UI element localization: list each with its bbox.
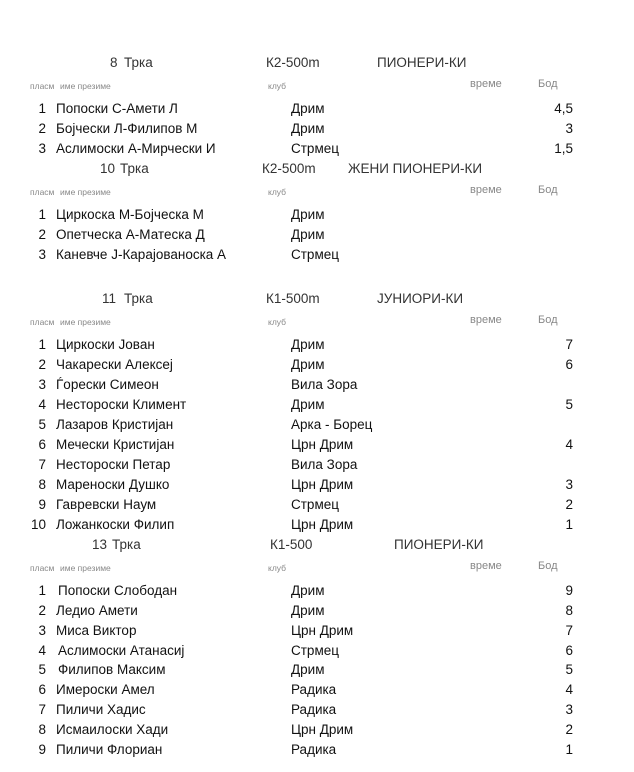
race-label: Трка — [124, 291, 153, 306]
row-club: Дрим — [291, 397, 325, 412]
row-place: 1 — [38, 583, 46, 598]
row-points: 3 — [565, 477, 573, 492]
row-points: 6 — [565, 357, 573, 372]
row-name: Нестороски Климент — [56, 397, 187, 412]
header-time: време — [470, 78, 502, 90]
row-name: Миса Виктор — [56, 623, 137, 638]
race-category: ПИОНЕРИ-КИ — [394, 537, 484, 552]
header-points: Бод — [538, 560, 558, 572]
row-place: 7 — [38, 702, 46, 717]
row-place: 3 — [38, 247, 46, 262]
race-boat: К2-500m — [266, 55, 320, 70]
row-name: Пиличи Флориан — [56, 742, 163, 757]
row-club: Црн Дрим — [291, 722, 354, 737]
header-place: пласм — [30, 317, 55, 327]
row-place: 3 — [38, 623, 46, 638]
row-club: Црн Дрим — [291, 477, 354, 492]
row-place: 4 — [38, 397, 46, 412]
row-points: 3 — [565, 702, 573, 717]
row-points: 6 — [565, 643, 573, 658]
row-points: 7 — [565, 623, 573, 638]
row-name: Циркоска М-Бојческа М — [56, 207, 204, 222]
race-label: Трка — [112, 537, 141, 552]
header-place: пласм — [30, 563, 55, 573]
row-name: Филипов Максим — [58, 662, 166, 677]
row-name: Ѓорески Симеон — [56, 377, 159, 392]
row-place: 8 — [38, 722, 46, 737]
row-points: 1,5 — [554, 141, 573, 156]
row-place: 6 — [38, 437, 46, 452]
row-club: Вила Зора — [291, 377, 358, 392]
row-points: 1 — [565, 742, 573, 757]
header-time: време — [470, 314, 502, 326]
row-name: Ледио Амети — [56, 603, 138, 618]
race-boat: К1-500 — [270, 537, 313, 552]
row-place: 7 — [38, 457, 46, 472]
header-name: име презиме — [60, 187, 111, 197]
row-club: Стрмец — [291, 497, 339, 512]
race-label: Трка — [124, 55, 153, 70]
row-place: 5 — [38, 662, 46, 677]
row-name: Чакарески Алексеј — [56, 357, 173, 372]
row-club: Вила Зора — [291, 457, 358, 472]
row-name: Ложанкоски Филип — [56, 517, 175, 532]
row-name: Опетческа А-Матеска Д — [56, 227, 205, 242]
row-name: Пиличи Хадис — [56, 702, 146, 717]
row-points: 4 — [565, 682, 573, 697]
header-time: време — [470, 560, 502, 572]
row-club: Дрим — [291, 662, 325, 677]
row-club: Радика — [291, 682, 337, 697]
row-name: Каневче Ј-Карајованоска А — [56, 247, 227, 262]
row-club: Дрим — [291, 101, 325, 116]
row-place: 1 — [38, 101, 46, 116]
row-name: Бојчески Л-Филипов М — [56, 121, 198, 136]
row-place: 2 — [38, 603, 46, 618]
row-points: 1 — [565, 517, 573, 532]
row-club: Дрим — [291, 227, 325, 242]
row-name: Имероски Амел — [56, 682, 155, 697]
race-category: ЈУНИОРИ-КИ — [377, 291, 464, 306]
header-name: име презиме — [60, 81, 111, 91]
row-club: Радика — [291, 742, 337, 757]
header-place: пласм — [30, 81, 55, 91]
row-place: 1 — [38, 337, 46, 352]
row-club: Дрим — [291, 337, 325, 352]
row-points: 5 — [565, 662, 573, 677]
row-place: 9 — [38, 497, 46, 512]
row-name: Несторoски Петар — [56, 457, 171, 472]
row-points: 4,5 — [554, 101, 573, 116]
row-points: 3 — [565, 121, 573, 136]
race-boat: К2-500m — [262, 161, 316, 176]
race-category: ЖЕНИ ПИОНЕРИ-КИ — [348, 161, 483, 176]
row-club: Дрим — [291, 121, 325, 136]
race-number: 8 — [110, 55, 118, 70]
row-name: Аслимоски Атанасиј — [58, 643, 185, 658]
row-points: 5 — [565, 397, 573, 412]
header-club: клуб — [268, 81, 286, 91]
row-points: 4 — [565, 437, 573, 452]
row-place: 9 — [38, 742, 46, 757]
header-time: време — [470, 184, 502, 196]
row-name: Гавревски Наум — [56, 497, 157, 512]
header-points: Бод — [538, 314, 558, 326]
row-club: Стрмец — [291, 643, 339, 658]
row-name: Попоски С-Амети Л — [56, 101, 178, 116]
row-points: 2 — [565, 722, 573, 737]
row-place: 3 — [38, 141, 46, 156]
row-place: 3 — [38, 377, 46, 392]
header-club: клуб — [268, 563, 286, 573]
row-name: Аслимоски А-Мирчески И — [56, 141, 216, 156]
header-club: клуб — [268, 187, 286, 197]
row-name: Циркоски Јован — [56, 337, 155, 352]
row-place: 6 — [38, 682, 46, 697]
row-place: 10 — [30, 517, 46, 532]
row-club: Црн Дрим — [291, 517, 354, 532]
row-points: 8 — [565, 603, 573, 618]
row-club: Дрим — [291, 603, 325, 618]
row-name: Лазаров Кристијан — [56, 417, 174, 432]
row-club: Дрим — [291, 583, 325, 598]
row-name: Исмаилоски Хади — [56, 722, 169, 737]
row-club: Дрим — [291, 207, 325, 222]
row-club: Стрмец — [291, 247, 339, 262]
row-club: Дрим — [291, 357, 325, 372]
header-points: Бод — [538, 184, 558, 196]
race-number: 13 — [92, 537, 108, 552]
race-label: Трка — [120, 161, 149, 176]
race-number: 11 — [102, 291, 117, 306]
row-name: Мечески Кристијан — [56, 437, 175, 452]
row-place: 1 — [38, 207, 46, 222]
row-club: Радика — [291, 702, 337, 717]
race-boat: К1-500m — [266, 291, 320, 306]
row-points: 2 — [565, 497, 573, 512]
row-place: 2 — [38, 357, 46, 372]
row-club: Црн Дрим — [291, 437, 354, 452]
row-place: 2 — [38, 227, 46, 242]
header-name: име презиме — [60, 563, 111, 573]
row-place: 4 — [38, 643, 46, 658]
race-category: ПИОНЕРИ-КИ — [377, 55, 467, 70]
row-club: Стрмец — [291, 141, 339, 156]
row-place: 5 — [38, 417, 46, 432]
row-points: 9 — [565, 583, 573, 598]
header-place: пласм — [30, 187, 55, 197]
row-name: Попоски Слободан — [58, 583, 178, 598]
row-place: 2 — [38, 121, 46, 136]
row-points: 7 — [565, 337, 573, 352]
race-number: 10 — [100, 161, 116, 176]
row-club: Арка - Борец — [291, 417, 373, 432]
row-place: 8 — [38, 477, 46, 492]
header-club: клуб — [268, 317, 286, 327]
header-points: Бод — [538, 78, 558, 90]
header-name: име презиме — [60, 317, 111, 327]
row-name: Мареноски Душко — [56, 477, 170, 492]
row-club: Црн Дрим — [291, 623, 354, 638]
